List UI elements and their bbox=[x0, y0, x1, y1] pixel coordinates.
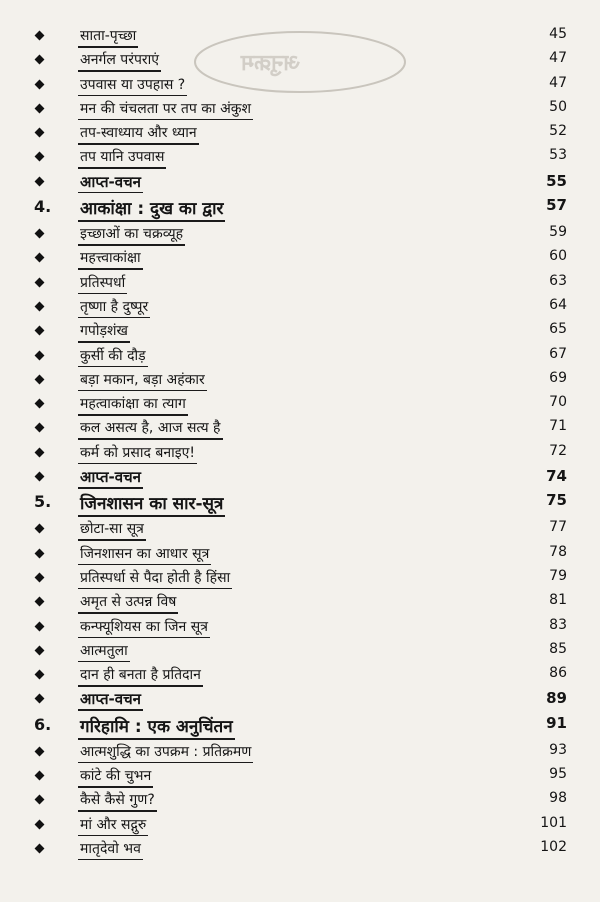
toc-row bbox=[0, 24, 600, 48]
toc-row bbox=[0, 145, 600, 169]
toc-row bbox=[0, 344, 600, 368]
page-number: 81 bbox=[549, 592, 567, 609]
section-title: आत्मतुला bbox=[80, 642, 128, 659]
page-number: 72 bbox=[549, 442, 567, 459]
title-underline bbox=[78, 564, 211, 566]
section-title: इच्छाओं का चक्रव्यूह bbox=[80, 226, 184, 243]
title-underline bbox=[78, 46, 138, 48]
section-title: कुर्सी की दौड़ bbox=[80, 347, 146, 364]
toc-row bbox=[0, 837, 600, 861]
diamond-bullet-icon bbox=[34, 127, 45, 138]
section-title: उपवास या उपहास ? bbox=[80, 76, 186, 93]
page-number: 93 bbox=[549, 741, 567, 758]
diamond-bullet-icon bbox=[34, 572, 45, 583]
title-underline bbox=[78, 366, 148, 368]
page-number: 101 bbox=[540, 814, 567, 831]
title-underline bbox=[78, 487, 143, 489]
title-underline bbox=[78, 268, 143, 270]
diamond-bullet-icon bbox=[34, 252, 45, 263]
toc-row bbox=[0, 73, 600, 97]
section-title: अनर्गल परंपराएं bbox=[80, 52, 160, 69]
toc-row bbox=[0, 465, 600, 489]
section-title: कांटे की चुभन bbox=[80, 768, 152, 785]
diamond-bullet-icon bbox=[34, 669, 45, 680]
diamond-bullet-icon bbox=[34, 471, 45, 482]
section-title: गपोड़शंख bbox=[80, 323, 128, 340]
page-number: 85 bbox=[549, 640, 567, 657]
title-underline bbox=[78, 390, 207, 392]
toc-row bbox=[0, 222, 600, 246]
toc-chapter-row bbox=[0, 194, 600, 222]
section-title: मां और सद्गुरु bbox=[80, 816, 147, 833]
title-underline bbox=[78, 685, 203, 687]
title-underline bbox=[78, 438, 223, 440]
diamond-bullet-icon bbox=[34, 693, 45, 704]
page-number: 89 bbox=[546, 689, 567, 708]
diamond-bullet-icon bbox=[34, 325, 45, 336]
page-number: 64 bbox=[549, 296, 567, 313]
page-number: 102 bbox=[540, 838, 567, 855]
title-underline bbox=[78, 637, 210, 639]
chapter-number: 6. bbox=[34, 714, 52, 734]
toc-row bbox=[0, 639, 600, 663]
section-title: अमृत से उत्पन्न विष bbox=[80, 594, 177, 611]
toc-row bbox=[0, 271, 600, 295]
toc-chapter-row bbox=[0, 489, 600, 517]
section-title: बड़ा मकान, बड़ा अहंकार bbox=[80, 371, 205, 388]
diamond-bullet-icon bbox=[34, 819, 45, 830]
diamond-bullet-icon bbox=[34, 103, 45, 114]
page-number: 60 bbox=[549, 248, 567, 265]
page-number: 52 bbox=[549, 123, 567, 140]
diamond-bullet-icon bbox=[34, 770, 45, 781]
page-number: 65 bbox=[549, 321, 567, 338]
diamond-bullet-icon bbox=[34, 350, 45, 361]
diamond-bullet-icon bbox=[34, 596, 45, 607]
diamond-bullet-icon bbox=[34, 548, 45, 559]
title-underline bbox=[78, 539, 146, 541]
toc-row bbox=[0, 542, 600, 566]
chapter-title: जिनशासन का सार-सूत्र bbox=[80, 494, 224, 515]
page-number: 45 bbox=[549, 26, 567, 42]
toc-row bbox=[0, 416, 600, 440]
page-number: 77 bbox=[549, 519, 567, 536]
section-title: महत्वाकांक्षा का त्याग bbox=[80, 396, 186, 413]
toc-chapter-row bbox=[0, 712, 600, 740]
section-title: तृष्णा है दुष्पूर bbox=[80, 298, 149, 315]
section-title: जिनशासन का आधार सूत्र bbox=[80, 545, 210, 562]
chapter-number: 5. bbox=[34, 492, 52, 512]
page-number: 74 bbox=[546, 467, 567, 486]
toc-row bbox=[0, 295, 600, 319]
diamond-bullet-icon bbox=[34, 447, 45, 458]
title-underline bbox=[78, 119, 253, 121]
title-underline bbox=[78, 293, 127, 295]
page-number: 91 bbox=[546, 713, 567, 732]
toc-row bbox=[0, 170, 600, 194]
diamond-bullet-icon bbox=[34, 30, 45, 41]
toc-row bbox=[0, 566, 600, 590]
diamond-bullet-icon bbox=[34, 374, 45, 385]
diamond-bullet-icon bbox=[34, 398, 45, 409]
title-underline bbox=[78, 810, 157, 812]
section-title: कैसे कैसे गुण? bbox=[80, 792, 155, 809]
diamond-bullet-icon bbox=[34, 151, 45, 162]
toc-row bbox=[0, 517, 600, 541]
page-number: 57 bbox=[546, 196, 567, 215]
title-underline bbox=[78, 859, 143, 861]
page-number: 53 bbox=[549, 147, 567, 164]
page-number: 79 bbox=[549, 567, 567, 584]
chapter-number: 4. bbox=[34, 197, 52, 217]
toc-row bbox=[0, 590, 600, 614]
page-number: 86 bbox=[549, 665, 567, 682]
title-underline bbox=[78, 143, 199, 145]
diamond-bullet-icon bbox=[34, 79, 45, 90]
diamond-bullet-icon bbox=[34, 746, 45, 757]
chapter-title: गरिहामि : एक अनुचिंतन bbox=[80, 716, 233, 737]
page-number: 50 bbox=[549, 98, 567, 115]
chapter-title: आकांक्षा : दुख का द्वार bbox=[80, 199, 224, 220]
diamond-bullet-icon bbox=[34, 645, 45, 656]
title-underline bbox=[78, 786, 153, 788]
diamond-bullet-icon bbox=[34, 422, 45, 433]
bleed-through-heading: अनुक्रम bbox=[240, 51, 300, 76]
section-title: छोटा-सा सूत्र bbox=[80, 521, 144, 538]
title-underline bbox=[78, 70, 161, 72]
section-title: तप यानि उपवास bbox=[80, 149, 165, 166]
section-title: आप्त-वचन bbox=[80, 690, 141, 709]
table-of-contents bbox=[0, 24, 600, 861]
toc-row bbox=[0, 121, 600, 145]
section-title: मातृदेवो भव bbox=[80, 840, 141, 857]
title-underline bbox=[78, 414, 188, 416]
toc-row bbox=[0, 97, 600, 121]
diamond-bullet-icon bbox=[34, 277, 45, 288]
title-underline bbox=[78, 317, 150, 319]
title-underline bbox=[78, 192, 143, 194]
section-title: आत्मशुद्धि का उपक्रम : प्रतिक्रमण bbox=[80, 743, 252, 760]
page-number: 78 bbox=[549, 543, 567, 560]
toc-row bbox=[0, 319, 600, 343]
toc-row bbox=[0, 788, 600, 812]
page-number: 67 bbox=[549, 345, 567, 362]
section-title: साता-पृच्छा bbox=[80, 28, 137, 44]
section-title: दान ही बनता है प्रतिदान bbox=[80, 667, 201, 684]
section-title: तप-स्वाध्याय और ध्यान bbox=[80, 125, 197, 142]
diamond-bullet-icon bbox=[34, 176, 45, 187]
page-number: 63 bbox=[549, 272, 567, 289]
page-number: 75 bbox=[546, 491, 567, 510]
page-number: 95 bbox=[549, 766, 567, 783]
page-number: 69 bbox=[549, 369, 567, 386]
title-underline bbox=[78, 463, 197, 465]
title-underline bbox=[78, 244, 185, 246]
page-number: 47 bbox=[549, 50, 567, 67]
section-title: आप्त-वचन bbox=[80, 172, 141, 191]
title-underline bbox=[78, 95, 187, 97]
page-number: 55 bbox=[546, 171, 567, 190]
toc-row bbox=[0, 740, 600, 764]
toc-row bbox=[0, 246, 600, 270]
diamond-bullet-icon bbox=[34, 54, 45, 65]
toc-row bbox=[0, 368, 600, 392]
page-number: 71 bbox=[549, 418, 567, 435]
section-title: प्रतिस्पर्धा से पैदा होती है हिंसा bbox=[80, 569, 231, 586]
title-underline bbox=[78, 835, 148, 837]
toc-row bbox=[0, 615, 600, 639]
title-underline bbox=[78, 341, 130, 343]
toc-row bbox=[0, 441, 600, 465]
page-number: 47 bbox=[549, 74, 567, 91]
title-underline bbox=[78, 612, 178, 614]
section-title: कन्फ्यूशियस का जिन सूत्र bbox=[80, 618, 208, 635]
diamond-bullet-icon bbox=[34, 301, 45, 312]
toc-row bbox=[0, 687, 600, 711]
page-number: 59 bbox=[549, 224, 567, 241]
title-underline bbox=[78, 709, 143, 711]
title-underline bbox=[78, 661, 130, 663]
toc-row bbox=[0, 764, 600, 788]
section-title: महत्त्वाकांक्षा bbox=[80, 250, 141, 267]
toc-row bbox=[0, 813, 600, 837]
diamond-bullet-icon bbox=[34, 843, 45, 854]
page-number: 98 bbox=[549, 790, 567, 807]
section-title: प्रतिस्पर्धा bbox=[80, 274, 126, 291]
toc-row bbox=[0, 392, 600, 416]
title-underline bbox=[78, 167, 166, 169]
page-number: 70 bbox=[549, 394, 567, 411]
page-number: 83 bbox=[549, 616, 567, 633]
section-title: कल असत्य है, आज सत्य है bbox=[80, 420, 221, 437]
section-title: कर्म को प्रसाद बनाइए! bbox=[80, 444, 195, 461]
section-title: मन की चंचलता पर तप का अंकुश bbox=[80, 100, 252, 117]
section-title: आप्त-वचन bbox=[80, 468, 141, 487]
diamond-bullet-icon bbox=[34, 523, 45, 534]
diamond-bullet-icon bbox=[34, 228, 45, 239]
toc-row bbox=[0, 663, 600, 687]
diamond-bullet-icon bbox=[34, 794, 45, 805]
toc-row bbox=[0, 48, 600, 72]
diamond-bullet-icon bbox=[34, 621, 45, 632]
title-underline bbox=[78, 588, 232, 590]
title-underline bbox=[78, 762, 253, 764]
